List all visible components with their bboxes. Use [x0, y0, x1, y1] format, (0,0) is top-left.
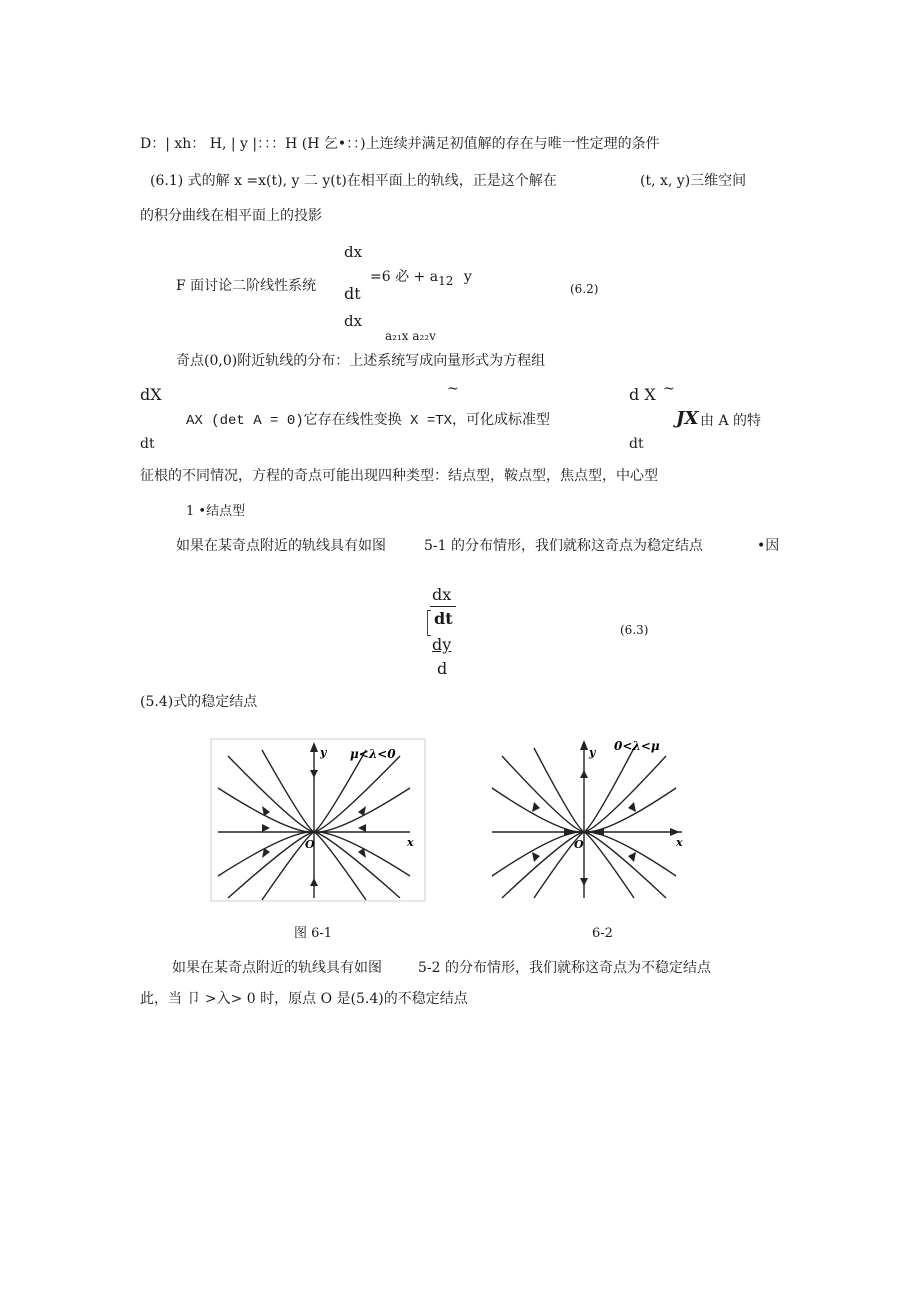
fig1-condition: μ<λ<0	[350, 747, 396, 761]
section-heading-node: 1 •结点型	[186, 504, 246, 519]
vec-tail: 由 A 的特	[700, 413, 762, 429]
fig2-x-label: x	[676, 836, 683, 849]
fig1-caption: 图 6-1	[294, 926, 333, 941]
eq63-d: d	[437, 659, 448, 678]
fig2-y-label: y	[589, 746, 596, 759]
vec-dt-left: dt	[140, 436, 155, 452]
text-line-2b: (t, x, y)三维空间	[640, 173, 747, 189]
eq62-lead: F 面讨论二阶线性系统	[176, 278, 317, 294]
fig2-arrow-7	[580, 770, 588, 778]
fig1-origin-label: O	[305, 838, 315, 851]
eq63-bracket	[427, 610, 431, 636]
eq63-dx: dx	[432, 585, 452, 604]
vec-dt-right: dt	[629, 436, 644, 452]
fig2-condition: 0<λ<μ	[614, 739, 660, 753]
fig1-arrow-7	[310, 770, 318, 778]
fig1-y-label: y	[320, 746, 327, 759]
text-line-9b: 5-2 的分布情形，我们就称这奇点为不稳定结点	[418, 960, 711, 976]
vec-dX-left: dX	[140, 385, 162, 404]
eq62-dt1: dt	[344, 284, 361, 303]
fig1-arrow-8	[310, 878, 318, 886]
eq62-rhs1	[370, 268, 472, 290]
eq62-rhs2: a₂₁x a₂₂v	[385, 329, 436, 343]
fig2-arrow-6	[628, 852, 636, 862]
eq62-tag: (6.2)	[570, 282, 599, 296]
fig2-x-arrow	[670, 828, 680, 836]
fig1-arrow-1	[262, 824, 270, 832]
eq62-y1: y	[463, 269, 472, 285]
eq62-rhs1-text: =6 必 + a	[370, 269, 439, 285]
eq63-line-1	[430, 606, 456, 607]
text-line-2a: (6.1) 式的解 x =x(t), y 二 y(t)在相平面上的轨线，正是这个解在	[150, 173, 557, 189]
text-line-3: 的积分曲线在相平面上的投影	[140, 208, 322, 224]
fig2-arrow-1	[564, 828, 574, 836]
fig2-arrow-3	[532, 802, 540, 812]
fig2-arrow-2	[594, 828, 604, 836]
fig1-y-arrow	[310, 742, 318, 752]
text-line-9a: 如果在某奇点附近的轨线具有如图	[172, 960, 382, 976]
fig2-arrow-5	[532, 852, 540, 862]
fig2-arrow-8	[580, 878, 588, 886]
eq63-dy: dy	[432, 635, 452, 654]
eq63-tag: (6.3)	[620, 623, 649, 637]
figure-6-2	[488, 736, 688, 900]
figure-6-1	[210, 738, 426, 902]
vec-jx: JX	[676, 408, 699, 429]
text-line-7b: 5-1 的分布情形，我们就称这奇点为稳定结点	[424, 538, 703, 554]
eq62-sub12: 12	[438, 273, 454, 288]
text-line-10: 此，当 卩 >入> 0 时，原点 O 是(5.4)的不稳定结点	[140, 991, 468, 1007]
text-line-1: D：| xh： H, | y |：：：H (H 乞•：：)上连续并满足初值解的存在与唯一性定理的条件	[140, 136, 660, 152]
vec-tilde-1: ~	[447, 381, 459, 397]
vec-mid: AX (det A = 0)它存在线性变换 X =TX，可化成标准型	[186, 413, 551, 429]
fig2-origin-label: O	[574, 838, 584, 851]
text-line-8: (5.4)式的稳定结点	[140, 694, 258, 710]
text-line-7c: •因	[757, 538, 780, 554]
text-line-7a: 如果在某奇点附近的轨线具有如图	[176, 538, 386, 554]
eq62-dx2: dx	[344, 312, 363, 330]
fig2-arrow-4	[628, 802, 636, 812]
eq63-dt: dt	[434, 609, 453, 628]
fig1-arrow-2	[358, 824, 366, 832]
fig2-y-arrow	[580, 740, 588, 750]
text-line-5: 征根的不同情况，方程的奇点可能出现四种类型：结点型，鞍点型，焦点型，中心型	[140, 468, 658, 484]
eq62-dx1: dx	[344, 243, 363, 261]
fig1-x-label: x	[407, 836, 414, 849]
text-line-4: 奇点(0,0)附近轨线的分布：上述系统写成向量形式为方程组	[176, 353, 546, 369]
vec-tilde-2: ~	[663, 381, 675, 397]
fig2-caption: 6-2	[592, 926, 613, 941]
vec-dX-right: d X	[629, 385, 656, 404]
